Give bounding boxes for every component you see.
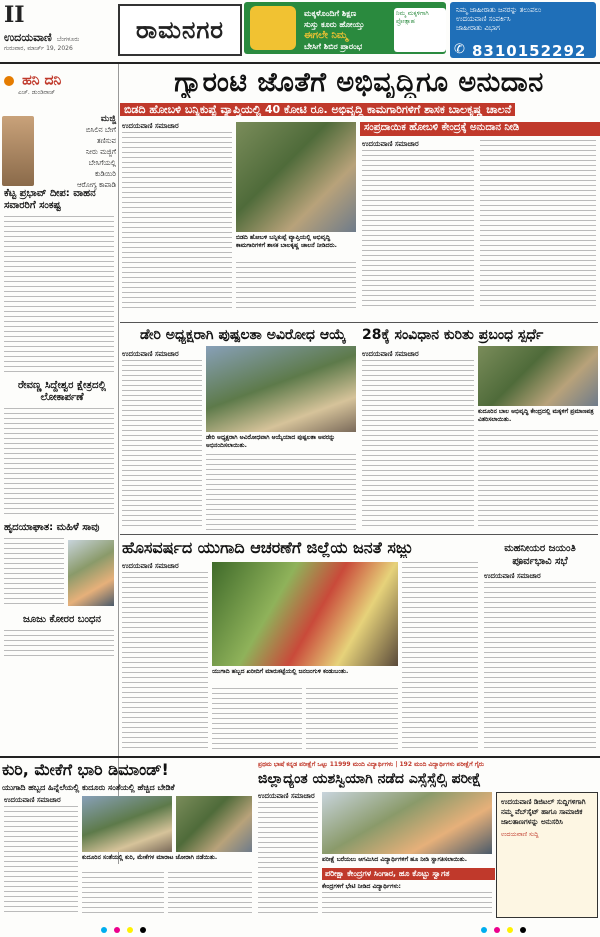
exam-sub-note: ಕೇಂದ್ರಗಳಿಗೆ ಭೇಟಿ ನೀಡಿದ ವಿದ್ಯಾರ್ಥಿಗಳು: [322, 883, 401, 890]
cartoon-illustration [2, 116, 34, 186]
paper-name: ಉದಯವಾಣಿ [4, 31, 52, 44]
side-story-body-2 [480, 140, 596, 310]
goats-body-3 [168, 872, 252, 916]
essay-body-1 [362, 360, 474, 530]
jayanthi-body [484, 582, 596, 752]
page-number: II [4, 2, 25, 28]
ad-line: ಸುಸ್ತು ಕೂರು ಹೋಯ್ತು [304, 20, 365, 29]
section-title: ರಾಮನಗರ [118, 4, 242, 56]
bottom-right-note: ಉದಯವಾಣಿ ಸುದ್ದಿ [501, 831, 539, 838]
jayanthi-byline: ಉದಯವಾಣಿ ಸಮಾಚಾರ [484, 572, 541, 580]
ad-line: ಬೇಸಿಗೆ ಶಿಬಿರ ಪ್ರಾರಂಭ [304, 42, 363, 51]
goats-subheadline: ಯುಗಾದಿ ಹಬ್ಬದ ಹಿನ್ನೆಲೆಯಲ್ಲಿ ಕುದೂರು ಸಂತೆಯಲ್ಲಿ ಹೆಚ್ಚಿದ ಬೇಡಿಕೆ [2, 783, 175, 792]
poem [36, 114, 116, 191]
exam-headline: ಜಿಲ್ಲಾದ್ಯಂತ ಯಶಸ್ವಿಯಾಗಿ ನಡೆದ ಎಸ್ಸೆಸ್ಸೆಲ್ಸಿ ಪರೀಕ್ಷೆ [258, 771, 482, 787]
date: ಗುರುವಾರ, ಮಾರ್ಚ್ 19, 2026 [4, 45, 73, 52]
exam-photo [322, 792, 492, 854]
lead-subheadline: ಬಿಡದಿ ಹೋಬಳಿ ಬನ್ನಿಕುಪ್ಪೆ ವ್ಯಾಪ್ತಿಯಲ್ಲಿ 40 ಕೋಟಿ ರೂ. ಅಭಿವೃದ್ಧಿ ಕಾಮಗಾರಿಗಳಿಗೆ ಶಾಸಕ ಬಾಲಕೃಷ್ಣ ಚಾಲನೆ [120, 103, 515, 116]
woman-portrait-photo [68, 540, 114, 606]
essay-byline: ಉದಯವಾಣಿ ಸಮಾಚಾರ [362, 350, 419, 358]
dairy-headline: ಡೇರಿ ಅಧ್ಯಕ್ಷರಾಗಿ ಪುಷ್ಪಲತಾ ಅವಿರೋಧ ಆಯ್ಕೆ [140, 327, 346, 343]
phone-icon: ✆ [454, 42, 465, 57]
essay-body-2 [478, 430, 598, 530]
goats-photo-1 [82, 796, 172, 852]
bottom-right-text: ಉದಯವಾಣಿ ಡಿಜಿಟಲ್ ಸುದ್ದಿಗಳಿಗಾಗಿ ನಮ್ಮ ವೆಬ್‌ಸೈಟ್ ಹಾಗೂ ಸಾಮಾಜಿಕ ಜಾಲತಾಣಗಳನ್ನು ಅನುಸರಿಸಿ [501, 798, 586, 826]
goats-body-1 [4, 806, 78, 916]
brand-block [4, 70, 114, 110]
left-story-4-headline: ಜೂಜು ಕೋರರ ಬಂಧನ [23, 614, 101, 625]
divider [120, 322, 598, 323]
ad-line: ಉದಯವಾಣಿ ಸಂಪರ್ಕಿಸಿ [456, 15, 511, 23]
ad-phone-number: 8310152292 [472, 42, 587, 60]
side-story-headline: ಸಂಪ್ರದಾಯಿಕ ಹೋಬಳಿ ಕೇಂದ್ರಕ್ಕೆ ಅನುದಾನ ನೀಡಿ [360, 122, 600, 136]
lead-body-col1 [122, 132, 232, 312]
side-story-body-1 [362, 150, 474, 310]
essay-caption: ಕುದೂರಿನ ಬಾಲ ಅಭಿವೃದ್ಧಿ ಕೇಂದ್ರದಲ್ಲಿ ಮಕ್ಕಳಿಗೆ ಪ್ರಮಾಣಪತ್ರ ವಿತರಿಸಲಾಯಿತು. [478, 408, 594, 423]
dairy-photo [206, 346, 356, 432]
ad-line: ಮಕ್ಕಳೊಂದಿಗೆ ಶಿಕ್ಷಣ [304, 9, 357, 18]
dairy-body-1 [122, 360, 202, 530]
lead-body-col2 [236, 262, 356, 312]
essay-headline: 28ಕ್ಕೆ ಸಂವಿಧಾನ ಕುರಿತು ಪ್ರಬಂಧ ಸ್ಪರ್ಧೆ [362, 327, 544, 343]
jayanthi-headline: ಮಹನೀಯರ ಜಯಂತಿ ಪೂರ್ವಭಾವಿ ಸಭೆ [504, 543, 576, 567]
ad-top-center[interactable] [244, 2, 446, 54]
ad-line: ಈಗಲೇ ನಿಮ್ಮ [304, 30, 348, 41]
left-story-3-body [4, 538, 64, 608]
left-story-1-body [4, 216, 114, 376]
poem-line: ಬಿಸಿಲಿನ ಬೇಗೆ [85, 126, 116, 134]
lead-byline: ಉದಯವಾಣಿ ಸಮಾಚಾರ [122, 122, 179, 130]
ugadi-caption: ಯುಗಾದಿ ಹಬ್ಬದ ಖರೀದಿಗೆ ಮಾರುಕಟ್ಟೆಯಲ್ಲಿ ಜನಜಂಗುಳಿ ಕಂಡುಬಂತು. [212, 668, 349, 675]
ad-illustration-icon [250, 6, 296, 50]
divider [120, 534, 598, 535]
exam-kicker: ಪ್ರಥಮ ಭಾಷೆ ಕನ್ನಡ ಪರೀಕ್ಷೆಗೆ ಒಟ್ಟು 11999 ಮಂದಿ ವಿದ್ಯಾರ್ಥಿಗಳು | 192 ಮಂದಿ ವಿದ್ಯಾರ್ಥಿಗಳು ಪರೀಕ್ಷೆಗೆ ಗೈರು [258, 761, 484, 768]
left-story-2-body [4, 408, 114, 518]
exam-caption: ಪರೀಕ್ಷೆ ಬರೆಯಲು ಆಗಮಿಸಿದ ವಿದ್ಯಾರ್ಥಿಗಳಿಗೆ ಹೂ ನೀಡಿ ಸ್ವಾಗತಿಸಲಾಯಿತು. [322, 856, 467, 863]
exam-banner: ಪರೀಕ್ಷಾ ಕೇಂದ್ರಗಳ ಸಿಂಗಾರ, ಹೂ ಕೊಟ್ಟು ಸ್ವಾಗತ [322, 868, 495, 880]
left-story-3-headline: ಹೃದಯಾಘಾತ: ಮಹಿಳೆ ಸಾವು [4, 522, 100, 533]
edition: ಬೆಂಗಳೂರು [56, 36, 80, 43]
lead-subheadline-bar [120, 102, 598, 118]
essay-photo [478, 346, 598, 406]
ugadi-body-3 [306, 688, 398, 752]
ugadi-headline: ಹೊಸವರ್ಷದ ಯುಗಾದಿ ಆಚರಣೆಗೆ ಜಿಲ್ಲೆಯ ಜನತೆ ಸಜ್ಜು [122, 538, 413, 557]
poem-line: ಬೇಸಿಗೆಯಲ್ಲಿ [88, 159, 116, 167]
left-story-1-headline: ಕೆಟ್ಟ ಪ್ರಭಾವ್ ದೀಪ: ವಾಹನ ಸವಾರರಿಗೆ ಸಂಕಷ್ಟ [4, 188, 96, 211]
poem-title: ಮಜ್ಜಿ [100, 114, 116, 124]
ad-line: ಜಾಹೀರಾತು ವಿಭಾಗ [456, 24, 500, 32]
drop-icon [4, 76, 14, 86]
poem-line: ಕುಡಿಯಿರಿ [95, 170, 116, 178]
side-story-byline: ಉದಯವಾಣಿ ಸಮಾಚಾರ [362, 140, 419, 148]
goats-byline: ಉದಯವಾಣಿ ಸಮಾಚಾರ [4, 796, 61, 804]
exam-byline: ಉದಯವಾಣಿ ಸಮಾಚಾರ [258, 792, 315, 800]
ugadi-body-2 [212, 688, 302, 752]
goats-headline: ಕುರಿ, ಮೇಕೆಗೆ ಭಾರಿ ಡಿಮಾಂಡ್! [2, 760, 169, 779]
ugadi-body-1 [122, 572, 208, 752]
left-story-4-body [4, 630, 114, 660]
left-story-2-headline: ರೇವಣ್ಣ ಸಿದ್ದೇಶ್ವರ ಕ್ಷೇತ್ರದಲ್ಲಿ ಲೋಕಾರ್ಪಣೆ [17, 380, 107, 403]
dairy-byline: ಉದಯವಾಣಿ ಸಮಾಚಾರ [122, 350, 179, 358]
divider [0, 756, 600, 758]
dairy-body-2 [206, 454, 356, 530]
bottom-right-box [496, 792, 598, 918]
goats-caption: ಕುದೂರಿನ ಸಂತೆಯಲ್ಲಿ ಕುರಿ, ಮೇಕೆಗಳ ಮಾರಾಟ ಜೋರಾಗಿ ನಡೆಯಿತು. [82, 854, 218, 861]
poem-line: ತಣಿಸುವ [96, 137, 116, 145]
masthead-left [4, 4, 114, 56]
exam-body-1 [258, 802, 318, 916]
brand-author: ಎಚ್. ಡುಂಡಿರಾಜ್ [18, 89, 56, 96]
ad-line: ನಿಮ್ಮ ಜಾಹೀರಾತು ಜನರನ್ನು ತಲುಪಲು [456, 6, 542, 14]
dairy-caption: ಡೇರಿ ಅಧ್ಯಕ್ಷರಾಗಿ ಅವಿರೋಧವಾಗಿ ಆಯ್ಕೆಯಾದ ಪುಷ್ಪಲತಾ ಅವರನ್ನು ಅಭಿನಂದಿಸಲಾಯಿತು. [206, 434, 336, 449]
ugadi-byline: ಉದಯವಾಣಿ ಸಮಾಚಾರ [122, 562, 179, 570]
ad-top-right[interactable] [450, 2, 596, 58]
goats-photo-2 [176, 796, 252, 852]
goats-body-2 [82, 872, 164, 916]
ugadi-body-4 [402, 562, 478, 752]
lead-photo [236, 122, 356, 232]
ad-side-note: ನಿಮ್ಮ ಮಕ್ಕಳಿಗಾಗಿ ಪ್ರೋತ್ಸಾಹ [394, 8, 446, 52]
lead-caption: ಬಿಡದಿ ಹೋಬಳಿ ಬನ್ನಿಕುಪ್ಪೆ ವ್ಯಾಪ್ತಿಯಲ್ಲಿ ಅಭಿವೃದ್ಧಿ ಕಾಮಗಾರಿಗಳಿಗೆ ಶಾಸಕ ಬಾಲಕೃಷ್ಣ ಚಾಲನೆ ನೀಡಿದರು. [236, 234, 337, 249]
exam-body-2 [322, 892, 492, 916]
poem-line: ಆರೋಗ್ಯ ಕಾಪಾಡಿ [76, 181, 116, 189]
brand-name: ಹನಿ ದನಿ [22, 72, 62, 89]
poem-line: ನೀರು ಮಜ್ಜಿಗೆ [86, 148, 116, 156]
ugadi-market-photo [212, 562, 398, 666]
lead-headline: ಗ್ಯಾರಂಟಿ ಜೊತೆಗೆ ಅಭಿವೃದ್ಧಿಗೂ ಅನುದಾನ [174, 68, 544, 98]
